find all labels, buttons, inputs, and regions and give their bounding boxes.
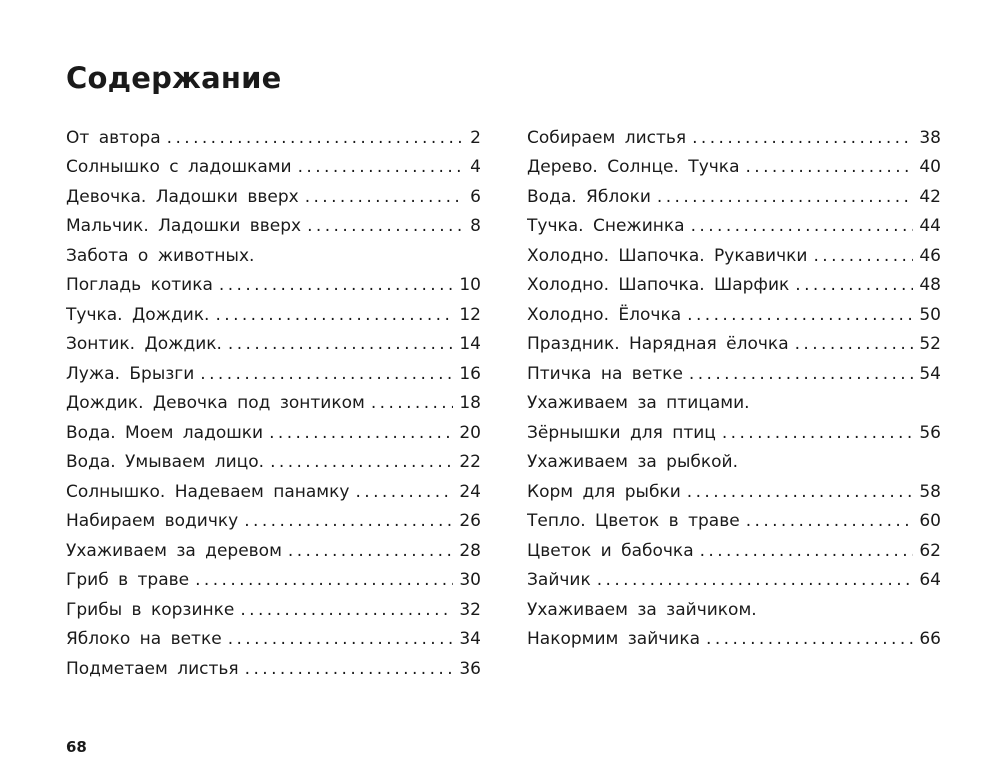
toc-entry <box>66 153 481 183</box>
toc-entry-title: Забота о животных. <box>66 245 255 266</box>
toc-entry-title: Ухаживаем за рыбкой. <box>527 452 739 473</box>
toc-leader-dots <box>687 305 913 325</box>
toc-entry-title: Тучка. Снежинка <box>527 216 685 237</box>
toc-leader-dots <box>813 246 913 266</box>
toc-entry <box>527 477 941 507</box>
toc-entry <box>66 300 481 330</box>
toc-entry-title: Тепло. Цветок в траве <box>527 511 740 532</box>
toc-entry-title: Грибы в корзинке <box>66 599 235 620</box>
toc-entry <box>66 271 481 301</box>
toc-entry-title: Птичка на ветке <box>527 363 683 384</box>
toc-entry-page: 2 <box>470 127 481 148</box>
toc-leader-dots <box>700 541 914 561</box>
toc-entry <box>66 418 481 448</box>
toc-leader-dots <box>228 629 454 649</box>
toc-leader-dots <box>215 305 453 325</box>
toc-leader-dots <box>269 423 453 443</box>
toc-entry <box>527 536 941 566</box>
toc-leader-dots <box>305 187 464 207</box>
toc-leader-dots <box>795 275 913 295</box>
toc-entry-page: 18 <box>459 393 481 414</box>
toc-leader-dots <box>657 187 913 207</box>
toc-leader-dots <box>228 334 453 354</box>
toc-entry-page: 62 <box>919 540 941 561</box>
toc-leader-dots <box>795 334 914 354</box>
toc-entry-title: Зонтик. Дождик. <box>66 334 222 355</box>
toc-entry-page: 38 <box>919 127 941 148</box>
toc-entry-page: 50 <box>919 304 941 325</box>
toc-entry <box>66 507 481 537</box>
toc-entry <box>66 536 481 566</box>
toc-entry-page: 60 <box>919 511 941 532</box>
toc-entry <box>527 300 941 330</box>
toc-entry-page: 24 <box>459 481 481 502</box>
toc-entry <box>66 625 481 655</box>
toc-leader-dots <box>195 570 453 590</box>
toc-entry <box>527 566 941 596</box>
toc-leader-dots <box>307 216 464 236</box>
toc-entry-page: 42 <box>919 186 941 207</box>
toc-leader-dots <box>200 364 453 384</box>
toc-entry <box>66 448 481 478</box>
toc-entry-title: Ухаживаем за деревом <box>66 540 282 561</box>
toc-entry-title: Накормим зайчика <box>527 629 701 650</box>
toc-entry-title: Вода. Умываем лицо. <box>66 452 265 473</box>
toc-entry-title: Дерево. Солнце. Тучка <box>527 157 740 178</box>
toc-entry-page: 22 <box>459 452 481 473</box>
toc-leader-dots <box>355 482 453 502</box>
toc-entry-page: 36 <box>459 658 481 679</box>
toc-entry-title: Набираем водичку <box>66 511 239 532</box>
toc-entry <box>66 359 481 389</box>
toc-entry <box>66 182 481 212</box>
toc-leader-dots <box>270 452 453 472</box>
toc-entry <box>527 153 941 183</box>
toc-entry-title: Гриб в траве <box>66 570 190 591</box>
toc-entry-page: 14 <box>459 334 481 355</box>
toc-column-left <box>66 123 481 684</box>
toc-entry-page: 56 <box>919 422 941 443</box>
toc-leader-dots <box>288 541 453 561</box>
toc-entry-title: Праздник. Нарядная ёлочка <box>527 334 789 355</box>
toc-entry <box>527 241 941 271</box>
toc-entry-page: 52 <box>919 334 941 355</box>
toc-entry-page: 4 <box>470 157 481 178</box>
toc-leader-dots <box>240 600 453 620</box>
toc-leader-dots <box>219 275 453 295</box>
toc-entry <box>527 330 941 360</box>
toc-entry <box>527 123 941 153</box>
toc-leader-dots <box>687 482 914 502</box>
toc-entry <box>527 418 941 448</box>
toc-entry-title: Корм для рыбки <box>527 481 681 502</box>
toc-leader-dots <box>244 511 453 531</box>
toc-entry-page: 46 <box>919 245 941 266</box>
toc-leader-dots <box>692 128 913 148</box>
toc-entry-title: Девочка. Ладошки вверх <box>66 186 299 207</box>
toc-entry-title: Яблоко на ветке <box>66 629 222 650</box>
toc-entry <box>527 389 941 419</box>
toc-entry-page: 28 <box>459 540 481 561</box>
toc-entry-page: 44 <box>919 216 941 237</box>
toc-leader-dots <box>745 157 913 177</box>
toc-entry-title: От автора <box>66 127 161 148</box>
toc-leader-dots <box>597 570 914 590</box>
toc-entry-title: Ухаживаем за зайчиком. <box>527 599 757 620</box>
toc-entry <box>66 654 481 684</box>
page-title: Содержание <box>66 61 282 95</box>
toc-entry-title: Солнышко с ладошками <box>66 157 292 178</box>
toc-entry-page: 30 <box>459 570 481 591</box>
toc-entry-title: Тучка. Дождик. <box>66 304 210 325</box>
toc-entry-title: Подметаем листья <box>66 658 239 679</box>
toc-entry <box>66 477 481 507</box>
page-number: 68 <box>66 738 87 756</box>
toc-entry-title: Мальчик. Ладошки вверх <box>66 216 302 237</box>
toc-entry-title: Вода. Яблоки <box>527 186 651 207</box>
toc-leader-dots <box>371 393 454 413</box>
toc-entry-page: 6 <box>470 186 481 207</box>
toc-entry <box>527 182 941 212</box>
toc-leader-dots <box>691 216 914 236</box>
toc-entry-title: Солнышко. Надеваем панамку <box>66 481 350 502</box>
toc-entry-title: Лужа. Брызги <box>66 363 195 384</box>
toc-entry-page: 54 <box>919 363 941 384</box>
toc-entry <box>66 566 481 596</box>
toc-entry <box>66 389 481 419</box>
toc-leader-dots <box>746 511 914 531</box>
toc-entry <box>527 625 941 655</box>
toc-entry <box>527 595 941 625</box>
toc-entry <box>527 271 941 301</box>
toc-entry-title: Дождик. Девочка под зонтиком <box>66 393 365 414</box>
toc-entry-title: Собираем листья <box>527 127 687 148</box>
toc-entry-page: 20 <box>459 422 481 443</box>
toc-entry-page: 58 <box>919 481 941 502</box>
toc-entry <box>527 448 941 478</box>
toc-leader-dots <box>722 423 914 443</box>
toc-entry-page: 12 <box>459 304 481 325</box>
toc-entry <box>527 212 941 242</box>
toc-entry-page: 26 <box>459 511 481 532</box>
toc-entry <box>66 330 481 360</box>
toc-entry-page: 16 <box>459 363 481 384</box>
toc-entry <box>66 212 481 242</box>
toc-entry <box>66 595 481 625</box>
toc-entry-title: Зёрнышки для птиц <box>527 422 716 443</box>
toc-entry <box>66 241 481 271</box>
toc-entry-page: 64 <box>919 570 941 591</box>
toc-entry-title: Холодно. Шапочка. Рукавички <box>527 245 808 266</box>
toc-entry-page: 32 <box>459 599 481 620</box>
toc-column-right <box>527 123 941 654</box>
toc-entry-title: Холодно. Шапочка. Шарфик <box>527 275 790 296</box>
toc-entry-page: 34 <box>459 629 481 650</box>
toc-leader-dots <box>245 659 454 679</box>
toc-entry <box>527 359 941 389</box>
toc-entry-page: 8 <box>470 216 481 237</box>
toc-entry-title: Ухаживаем за птицами. <box>527 393 750 414</box>
toc-leader-dots <box>689 364 913 384</box>
toc-entry-page: 40 <box>919 157 941 178</box>
toc-entry <box>527 507 941 537</box>
toc-entry-title: Холодно. Ёлочка <box>527 304 682 325</box>
toc-entry-title: Цветок и бабочка <box>527 540 694 561</box>
toc-entry-page: 66 <box>919 629 941 650</box>
toc-entry-title: Вода. Моем ладошки <box>66 422 264 443</box>
toc-leader-dots <box>298 157 465 177</box>
toc-entry-title: Зайчик <box>527 570 591 591</box>
toc-leader-dots <box>167 128 465 148</box>
toc-entry-title: Погладь котика <box>66 275 213 296</box>
toc-leader-dots <box>706 629 913 649</box>
toc-entry-page: 10 <box>459 275 481 296</box>
toc-entry <box>66 123 481 153</box>
toc-entry-page: 48 <box>919 275 941 296</box>
